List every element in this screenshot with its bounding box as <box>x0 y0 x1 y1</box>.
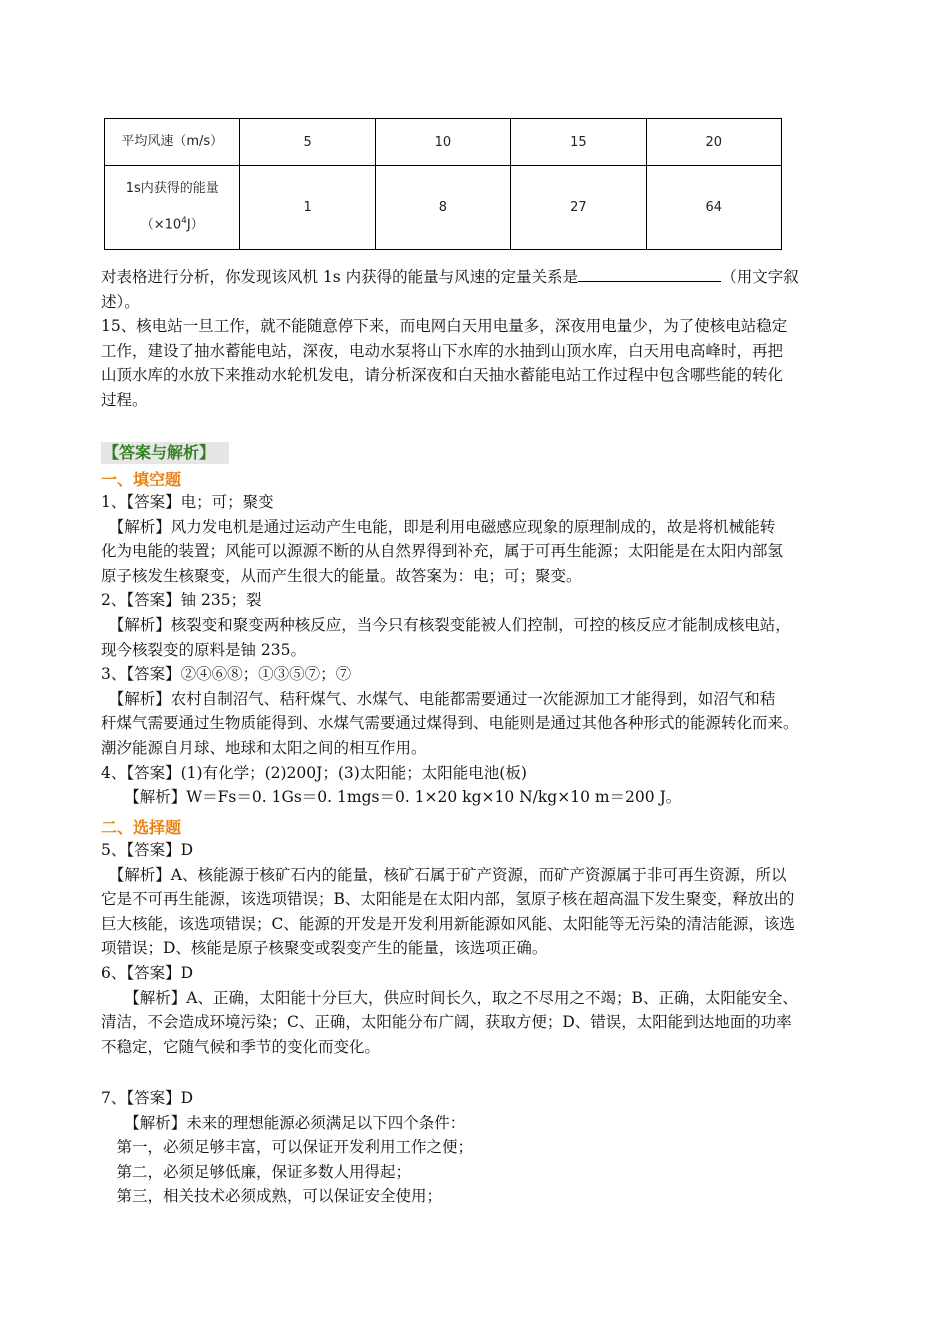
answer-line: 1、【答案】电；可；聚变 <box>101 493 274 511</box>
wind-energy-table <box>104 118 782 250</box>
answers-part-1 <box>101 490 861 810</box>
explanation-line: 原子核发生核聚变，从而产生很大的能量。故答案为：电；可；聚变。 <box>101 566 582 585</box>
table-row <box>105 166 782 250</box>
explanation-line: 秆煤气需要通过生物质能得到、水煤气需要通过煤得到、电能则是通过其他各种形式的能源转化而来。 <box>101 714 799 733</box>
header-line: 1s内获得的能量 <box>125 181 219 197</box>
explanation-line: 第一，必须足够丰富，可以保证开发利用工作之便； <box>101 1138 474 1157</box>
table-cell: 15 <box>511 119 646 166</box>
table-header-energy <box>105 166 240 250</box>
answer-line: 7、【答案】D <box>101 1089 194 1107</box>
explanation-line: 【解析】W＝Fs＝0. 1Gs＝0. 1mgs＝0. 1×20 kg×10 N/kg×10 m＝200 J。 <box>101 788 682 807</box>
text-line: 述）。 <box>101 292 140 311</box>
explanation-line: 现今核裂变的原料是铀 235。 <box>101 640 307 659</box>
answers-part-3 <box>101 1086 861 1209</box>
answer-line: 2、【答案】铀 235；裂 <box>101 591 262 610</box>
answer-line: 5、【答案】D <box>101 841 194 859</box>
unit-suffix: J） <box>186 217 204 233</box>
table-cell: 27 <box>511 166 646 250</box>
table-cell: 64 <box>646 166 781 250</box>
explanation-line: 【解析】农村自制沼气、秸秆煤气、水煤气、电能都需要通过一次能源加工才能得到，如沼气和秸 <box>101 689 776 708</box>
answer-line: 3、【答案】②④⑥⑧；①③⑤⑦；⑦ <box>101 665 352 684</box>
explanation-line: 潮汐能源自月球、地球和太阳之间的相互作用。 <box>101 738 427 757</box>
table-cell: 20 <box>646 119 781 166</box>
answer-section-header: 【答案与解析】 <box>101 442 229 464</box>
answer-line: 6、【答案】D <box>101 963 194 982</box>
explanation-line: 清洁，不会造成环境污染；C、正确，太阳能分布广阔，获取方便；D、错误，太阳能到达地面的功率 <box>101 1013 792 1032</box>
table-cell: 8 <box>375 166 510 250</box>
explanation-line: 【解析】未来的理想能源必须满足以下四个条件： <box>101 1113 466 1132</box>
explanation-line: 第三，相关技术必须成熟，可以保证安全使用； <box>101 1187 443 1206</box>
explanation-line: 第二，必须足够低廉，保证多数人用得起； <box>101 1162 412 1181</box>
explanation-line: 【解析】A、核能源于核矿石内的能量，核矿石属于矿产资源，而矿产资源属于非可再生资源，所以 <box>101 865 787 884</box>
section-title-fill-in: 一、填空题 <box>101 470 182 489</box>
table-header-wind-speed: 平均风速（m/s） <box>105 119 240 166</box>
explanation-line: 【解析】核裂变和聚变两种核反应，当今只有核裂变能被人们控制，可控的核反应才能制成核电站， <box>101 615 791 634</box>
header-line <box>106 205 238 241</box>
question-text: （用文字叙 <box>721 268 799 286</box>
explanation-line: 不稳定，它随气候和季节的变化而变化。 <box>101 1037 381 1056</box>
explanation-line: 化为电能的装置；风能可以源源不断的从自然界得到补充，属于可再生能源；太阳能是在太阳内部氢 <box>101 542 784 561</box>
explanation-line: 【解析】A、正确，太阳能十分巨大，供应时间长久，取之不尽用之不竭；B、正确，太阳能安全、 <box>101 988 798 1007</box>
unit-prefix: （×10 <box>140 217 182 233</box>
answer-line: 4、【答案】(1)有化学；(2)200J；(3)太阳能；太阳能电池(板) <box>101 763 527 782</box>
answer-blank <box>578 265 721 282</box>
question-text: 对表格进行分析，你发现该风机 1s 内获得的能量与风速的定量关系是 <box>101 268 579 286</box>
question-14-tail <box>101 265 861 413</box>
table-cell: 10 <box>375 119 510 166</box>
explanation-line: 【解析】风力发电机是通过运动产生电能，即是利用电磁感应现象的原理制成的，故是将机械能转 <box>101 517 776 536</box>
explanation-line: 项错误；D、核能是原子核聚变或裂变产生的能量，该选项正确。 <box>101 939 548 958</box>
table-cell: 5 <box>240 119 375 166</box>
explanation-line: 它是不可再生能源，该选项错误；B、太阳能是在太阳内部，氢原子核在超高温下发生聚变，释放出的 <box>101 890 795 909</box>
table-row <box>105 119 782 166</box>
text-line: 15、核电站一旦工作，就不能随意停下来，而电网白天用电量多，深夜用电量少，为了使核电站稳定 <box>101 317 788 336</box>
text-line <box>101 265 861 290</box>
answers-part-2 <box>101 838 861 1059</box>
explanation-line: 巨大核能，该选项错误；C、能源的开发是开发利用新能源如风能、太阳能等无污染的清洁能源，该选 <box>101 914 795 933</box>
table-cell: 1 <box>240 166 375 250</box>
unit-exponent: 4 <box>181 216 187 227</box>
text-line: 过程。 <box>101 390 148 409</box>
section-title-multiple-choice: 二、选择题 <box>101 818 182 837</box>
text-line: 工作，建设了抽水蓄能电站，深夜，电动水泵将山下水库的水抽到山顶水库，白天用电高峰时，再把 <box>101 341 784 360</box>
text-line: 山顶水库的水放下来推动水轮机发电，请分析深夜和白天抽水蓄能电站工作过程中包含哪些能的转化 <box>101 366 784 385</box>
